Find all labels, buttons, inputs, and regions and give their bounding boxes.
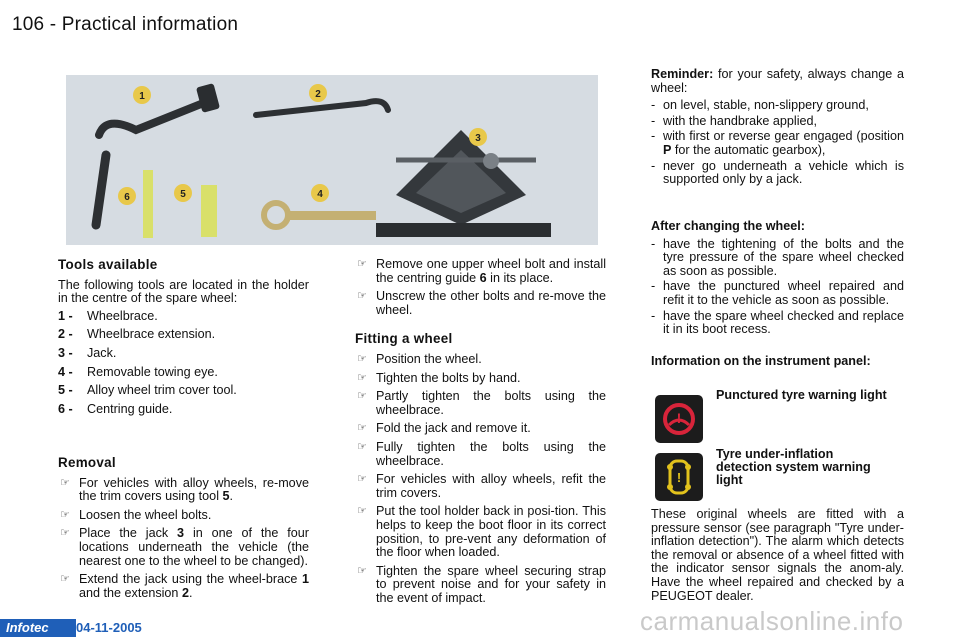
list-item: ☞ Remove one upper wheel bolt and install the centring guide 6 in its place. [357, 257, 606, 285]
list-item: - have the tightening of the bolts and the tyre pressure of the spare wheel checked as soon as possible. [651, 236, 904, 278]
pointing-hand-icon: ☞ [357, 390, 367, 403]
list-item: ☞ Loosen the wheel bolts. [60, 507, 212, 522]
centring-guide-shape [143, 170, 153, 238]
list-item: - never go underneath a vehicle which is supported only by a jack. [651, 158, 904, 187]
after-section [651, 220, 904, 339]
pointing-hand-icon: ☞ [60, 527, 70, 540]
pointing-hand-icon: ☞ [357, 371, 367, 384]
panel-heading: Information on the instrument panel: [651, 354, 871, 368]
lamp1-label: Punctured tyre warning light [716, 388, 887, 402]
trim-tool-shape [201, 185, 217, 237]
list-item: ☞ Put the tool holder back in posi-tion. This helps to keep the boot floor in its correct position, to pre-vent any deformation of the floor when loaded. [357, 504, 606, 560]
pointing-hand-icon: ☞ [357, 440, 367, 453]
tools-photo [66, 75, 598, 245]
photo-label-3: 3 [475, 133, 481, 144]
list-item: ☞ Place the jack 3 in one of the four locations underneath the vehicle (the nearest one to the wheel to be changed). [60, 526, 309, 568]
list-item: ☞ For vehicles with alloy wheels, refit the trim covers. [357, 472, 606, 500]
watermark: carmanualsonline.info [640, 606, 904, 636]
lamp2-label: Tyre under-inflation detection system warning light [716, 447, 871, 487]
tools-heading: Tools available [58, 257, 158, 272]
tyre-under-inflation-icon [655, 453, 703, 501]
photo-label-5: 5 [180, 189, 186, 200]
page-title: 106 - Practical information [12, 14, 239, 35]
list-item: ☞ Extend the jack using the wheel-brace 1 and the extension 2. [60, 572, 309, 600]
tool-item: 6 - Centring guide. [58, 401, 173, 416]
list-item: ☞ Partly tighten the bolts using the wheelbrace. [357, 389, 606, 417]
closing-paragraph: These original wheels are fitted with a pressure sensor (see paragraph "Tyre under-inflation detection"). The alarm which detects the removal or absence of a wheel fitted with the indicator sensor signals the anom-aly. Have the wheel repaired and checked by a PEUGEOT dealer. [651, 507, 904, 603]
tools-intro: The following tools are located in the holder in the centre of the spare wheel: [58, 277, 309, 306]
list-item: ☞ Unscrew the other bolts and re-move the wheel. [357, 289, 606, 317]
tool-item: 2 - Wheelbrace extension. [58, 327, 216, 342]
svg-text:!: ! [676, 410, 682, 426]
pointing-hand-icon: ☞ [60, 508, 70, 521]
list-item: ☞ Tighten the bolts by hand. [357, 370, 521, 385]
photo-label-6: 6 [124, 192, 130, 203]
tool-item: 4 - Removable towing eye. [58, 364, 218, 379]
column-two [355, 258, 606, 610]
photo-label-1: 1 [139, 91, 145, 102]
list-item: ☞ Tighten the spare wheel securing strap to prevent noise and for your safety in the event of impact. [357, 563, 606, 605]
pointing-hand-icon: ☞ [357, 258, 367, 270]
pointing-hand-icon: ☞ [357, 352, 367, 365]
pointing-hand-icon: ☞ [357, 290, 367, 303]
reminder-section: Reminder: for your safety, always change a wheel: - on level, stable, non-slippery ground, - with the handbrake applied, - with first or reverse gear engaged (position P for the automatic gearbox), - never go underneath a vehicle which is supported only by a jack. [651, 67, 904, 187]
photo-label-2: 2 [315, 89, 321, 100]
tool-item: 3 - Jack. [58, 345, 117, 360]
pointing-hand-icon: ☞ [357, 505, 367, 518]
removal-heading: Removal [58, 455, 116, 470]
pointing-hand-icon: ☞ [357, 564, 367, 577]
pointing-hand-icon: ☞ [357, 473, 367, 486]
pointing-hand-icon: ☞ [60, 476, 70, 489]
list-item: ☞ For vehicles with alloy wheels, re-move the trim covers using tool 5. [60, 475, 309, 504]
tools-illustration [66, 75, 598, 245]
list-item: - on level, stable, non-slippery ground, [651, 98, 869, 113]
list-item: - have the spare wheel checked and replace it in its boot recess. [651, 308, 904, 337]
list-item: - have the punctured wheel repaired and refit it to the vehicle as soon as possible. [651, 279, 904, 307]
svg-text:!: ! [676, 470, 682, 485]
fitting-heading: Fitting a wheel [355, 331, 453, 347]
tools-section [58, 258, 309, 421]
list-item: ☞ Position the wheel. [357, 351, 482, 366]
infotec-badge: Infotec [0, 619, 76, 637]
photo-label-4: 4 [317, 189, 323, 200]
reminder-label: Reminder: [651, 67, 714, 81]
list-item: - with the handbrake applied, [651, 113, 818, 128]
after-heading: After changing the wheel: [651, 219, 805, 233]
removal-section [58, 456, 309, 605]
pointing-hand-icon: ☞ [357, 422, 367, 435]
list-item: ☞ Fully tighten the bolts using the wheelbrace. [357, 439, 606, 468]
punctured-tyre-warning-icon [655, 395, 703, 443]
tool-item: 5 - Alloy wheel trim cover tool. [58, 383, 237, 398]
tool-item: 1 - Wheelbrace. [58, 308, 158, 323]
list-item: ☞ Fold the jack and remove it. [357, 421, 531, 436]
pointing-hand-icon: ☞ [60, 573, 70, 586]
list-item: - with first or reverse gear engaged (position P for the automatic gearbox), [651, 129, 904, 157]
footer-date: 04-11-2005 [76, 620, 142, 635]
